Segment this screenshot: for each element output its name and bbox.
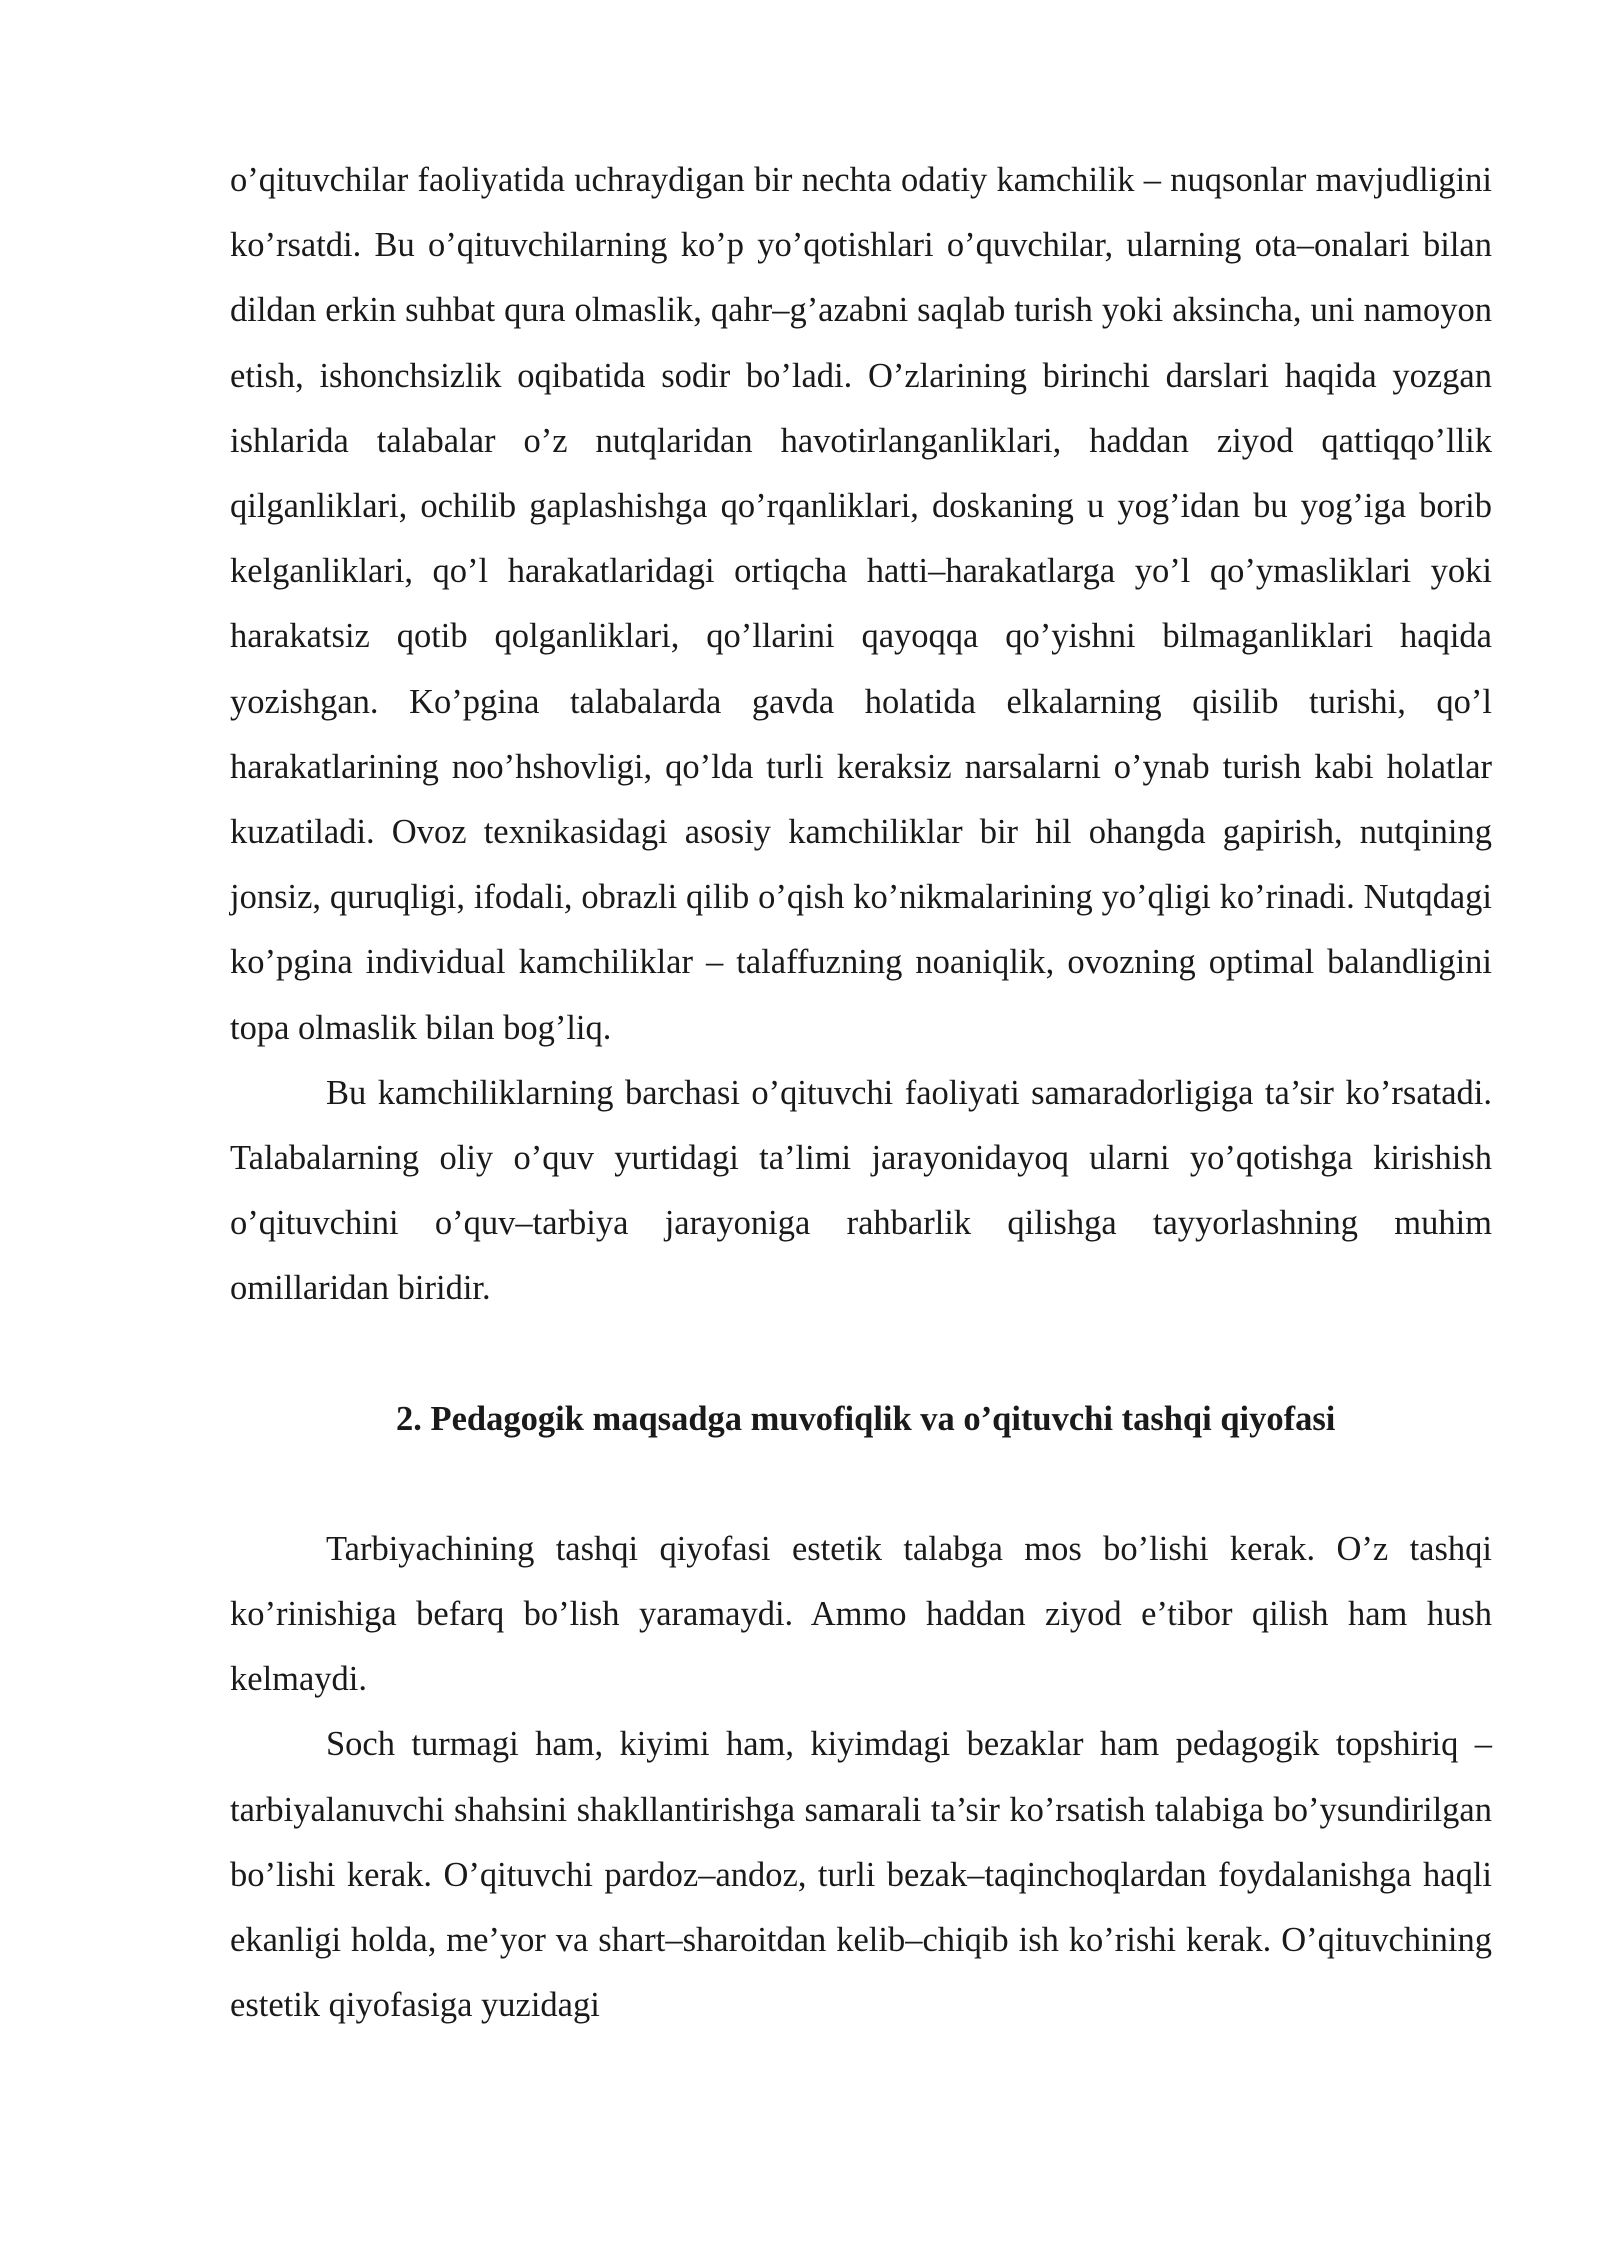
paragraph-hair-clothing: Soch turmagi ham, kiyimi ham, kiyimdagi bezaklar ham pedagogik topshiriq – tarbiyalanuvchi shahsini shakllantirishga samarali ta’sir ko’rsatish talabiga bo’ysundirilgan bo’lishi kerak. O’qituvchi pardoz–andoz, turli bezak–taqinchoqlardan foydalanishga haqli ekanligi holda, me’yor va shart–sharoitdan kelib–chiqib ish ko’rishi kerak. O’qituvchining estetik qiyofasiga yuzidagi	[230, 1725, 1492, 2025]
section-heading: 2. Pedagogik maqsadga muvofiqlik va o’qituvchi tashqi qiyofasi	[396, 1399, 1336, 1438]
paragraph-shortcomings-impact: Bu kamchiliklarning barchasi o’qituvchi faoliyati samaradorligiga ta’sir ko’rsatadi. Talabalarning oliy o’quv yurtidagi ta’limi jarayonidayoq ularni yo’qotishga kirishish o’qituvchini o’quv–tarbiya jarayoniga rahbarlik qilishga tayyorlashning muhim omillaridan biridir.	[230, 1073, 1492, 1308]
document-body	[230, 148, 1492, 2038]
paragraph-appearance-aesthetic: Tarbiyachining tashqi qiyofasi estetik talabga mos bo’lishi kerak. O’z tashqi ko’rinishiga befarq bo’lish yaramaydi. Ammo haddan ziyod e’tibor qilish ham hush kelmaydi.	[230, 1529, 1492, 1699]
paragraph-teacher-shortcomings: o’qituvchilar faoliyatida uchraydigan bir nechta odatiy kamchilik – nuqsonlar mavjudligini ko’rsatdi. Bu o’qituvchilarning ko’p yo’qotishlari o’quvchilar, ularning ota–onalari bilan dildan erkin suhbat qura olmaslik, qahr–g’azabni saqlab turish yoki aksincha, uni namoyon etish, ishonchsizlik oqibatida sodir bo’ladi. O’zlarining birinchi darslari haqida yozgan ishlarida talabalar o’z nutqlaridan havotirlanganliklari, haddan ziyod qattiqqo’llik qilganliklari, ochilib gaplashishga qo’rqanliklari, doskaning u yog’idan bu yog’iga borib kelganliklari, qo’l harakatlaridagi ortiqcha hatti–harakatlarga yo’l qo’ymasliklari yoki harakatsiz qotib qolganliklari, qo’llarini qayoqqa qo’yishni bilmaganliklari haqida yozishgan. Ko’pgina talabalarda gavda holatida elkalarning qisilib turishi, qo’l harakatlarining noo’hshovligi, qo’lda turli keraksiz narsalarni o’ynab turish kabi holatlar kuzatiladi. Ovoz texnikasidagi asosiy kamchiliklar bir hil ohangda gapirish, nutqining jonsiz, quruqligi, ifodali, obrazli qilib o’qish ko’nikmalarining yo’qligi ko’rinadi. Nutqdagi ko’pgina individual kamchiliklar – talaffuzning noaniqlik, ovozning optimal balandligini topa olmaslik bilan bog’liq.	[230, 161, 1492, 1047]
